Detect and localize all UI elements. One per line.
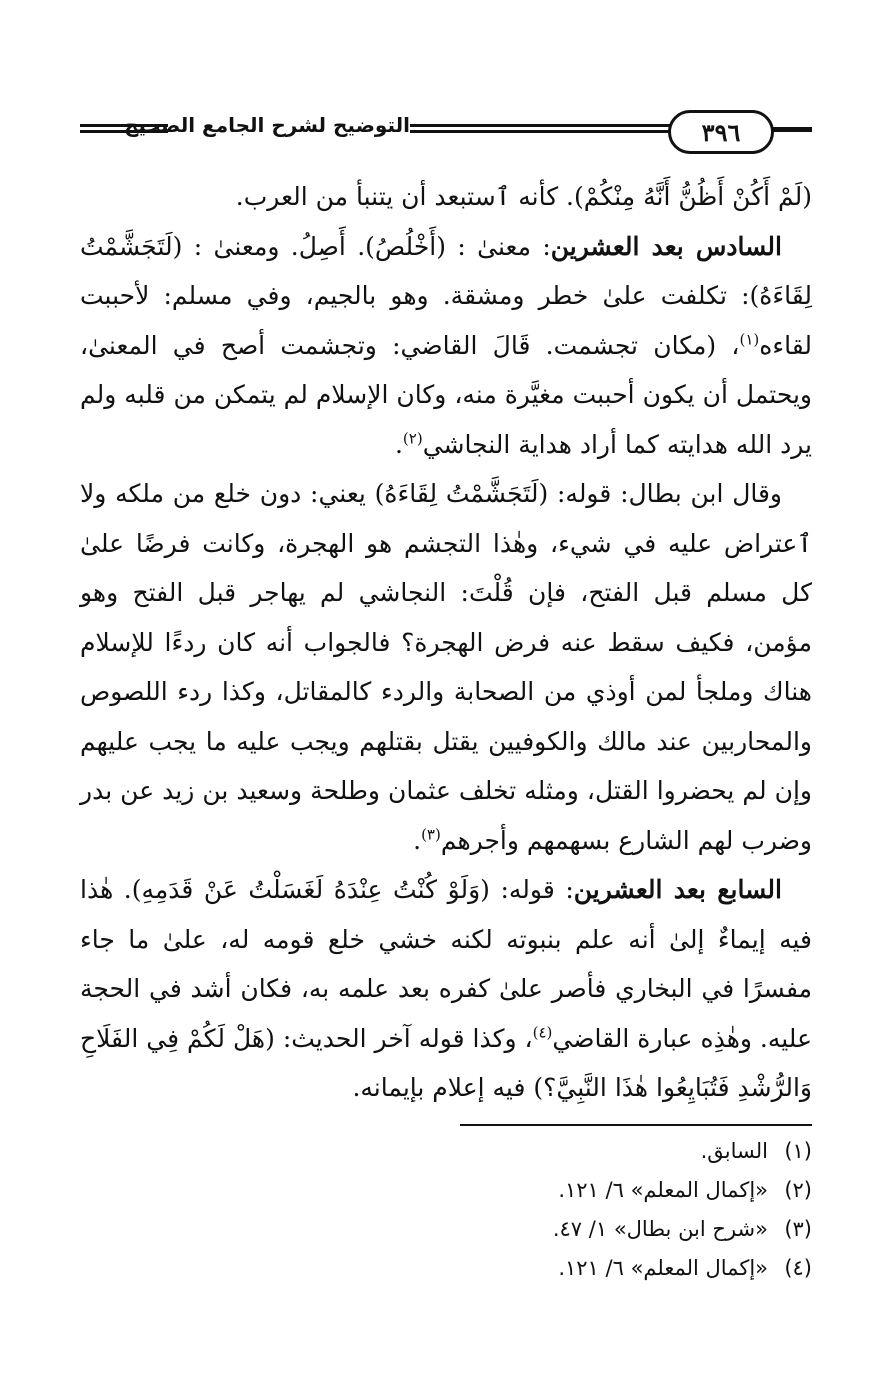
footnote-marker: (٤): [532, 1023, 553, 1042]
header-rule-end: [80, 124, 168, 133]
paragraph-text: ، (مكان تجشمت. قَالَ القاضي: وتجشمت أصح في المعنىٰ، ويحتمل أن يكون أحببت مغيَّرة منه، وكان الإسلام لم يتمكن من قلبه ولم يرد الله هدايته كما أراد هداية النجاشي: [80, 330, 812, 459]
footnote-marker: (١): [739, 330, 760, 349]
footnotes: [80, 1132, 812, 1288]
paragraph-text: ، وكذا قوله آخر الحديث: (هَلْ لَكُمْ فِي الفَلَاحِ وَالرُّشْدِ فَتُبَايِعُوا هٰذَا النَّبِيَّ؟) فيه إعلام بإيمانه.: [80, 1023, 812, 1102]
paragraph-text: : قوله: (وَلَوْ كُنْتُ عِنْدَهُ لَغَسَلْتُ عَنْ قَدَمِهِ). هٰذا فيه إيماءٌ إلىٰ أنه علم بنبوته لكنه خشي خلع قومه له، علىٰ ما جاء مفسرًا في البخاري فأصر علىٰ كفره بعد علمه به، فكان أشد في الحجة عليه. وهٰذِه عبارة القاضي: [80, 875, 812, 1053]
paragraph-text: : معنىٰ : (أَخْلُصُ). أَصِلُ. ومعنىٰ : (لَتَجَشَّمْتُ لِقَاءَهُ): تكلفت علىٰ خطر ومشقة. وهو بالجيم، وفي مسلم: لأحببت لقاءه: [80, 231, 812, 360]
header-ornament: [770, 127, 812, 132]
header-rule: [410, 124, 670, 133]
paragraph: [80, 469, 812, 865]
footnote-number: (٣): [784, 1217, 812, 1241]
paragraph-text: .: [413, 825, 422, 855]
footnote-number: (٢): [784, 1178, 812, 1202]
footnote-text: «إكمال المعلم» ٦/ ١٢١.: [558, 1178, 768, 1202]
footnote-text: «إكمال المعلم» ٦/ ١٢١.: [558, 1256, 768, 1280]
footnote: [80, 1249, 812, 1288]
footnote-separator: [460, 1124, 812, 1126]
paragraph: [80, 865, 812, 1113]
running-title: التوضيح لشرح الجامع الصحيح: [124, 113, 410, 137]
footnote-marker: (٢): [402, 429, 423, 448]
footnote-marker: (٣): [421, 825, 441, 844]
paragraph-text: .: [394, 429, 403, 459]
section-heading: السادس بعد العشرين: [550, 231, 782, 261]
page-number: ٣٩٦: [668, 110, 774, 154]
paragraph-text: (لَمْ أَكُنْ أَظُنُّ أَنَّهُ مِنْكُمْ). كأنه ٱستبعد أن يتنبأ من العرب.: [235, 182, 812, 211]
paragraph: [80, 172, 812, 222]
footnote-text: «شرح ابن بطال» ١/ ٤٧.: [552, 1217, 768, 1241]
paragraph: [80, 222, 812, 470]
paragraph-text: وقال ابن بطال: قوله: (لَتَجَشَّمْتُ لِقَاءَهُ) يعني: دون خلع من ملكه ولا ٱعتراض عليه في شيء، وهٰذا التجشم هو الهجرة، وكانت فرضًا علىٰ كل مسلم قبل الفتح، فإن قُلْتَ: النجاشي لم يهاجر قبل الفتح وهو مؤمن، فكيف سقط عنه فرض الهجرة؟ فالجواب أنه كان ردءًا للإسلام هناك وملجأ لمن أوذي من الصحابة والردء كالمقاتل، وكذا ردء اللصوص والمحاربين عند مالك والكوفيين يقتل بقتلهم ويجب عليه ما يجب عليهم وإن لم يحضروا القتل، ومثله تخلف عثمان وطلحة وسعيد بن زيد عن بدر وضرب لهم الشارع بسهمهم وأجرهم: [80, 479, 813, 855]
footnote: [80, 1171, 812, 1210]
main-text: [80, 172, 812, 1113]
footnote-text: السابق.: [700, 1139, 768, 1163]
footnote-number: (١): [784, 1139, 812, 1163]
footnote: [80, 1210, 812, 1249]
footnote: [80, 1132, 812, 1171]
section-heading: السابع بعد العشرين: [573, 875, 782, 904]
page-header: [80, 104, 812, 156]
footnote-number: (٤): [784, 1256, 812, 1280]
